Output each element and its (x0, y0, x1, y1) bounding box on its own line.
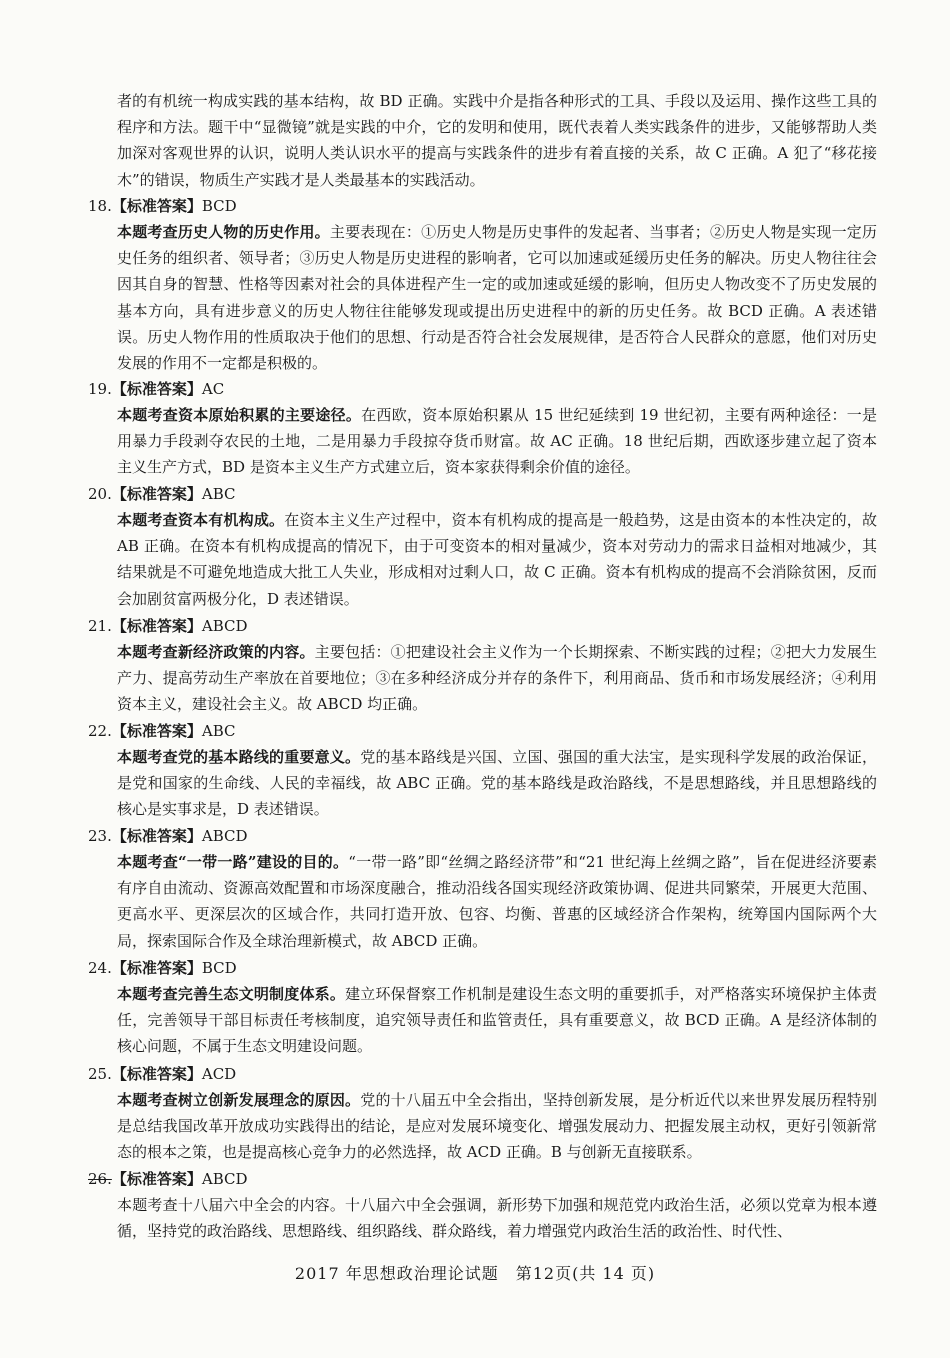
question-number: 24. (88, 959, 112, 977)
explanation-text: 建立环保督察工作机制是建设生态文明的重要抓手，对严格落实环境保护主体责任，完善领导干部目标责任考核制度，追究领导责任和监管责任，具有重要意义，故 BCD 正确。A 是经济体制的核心问题，不属于生态文明建设问题。 (117, 985, 877, 1056)
explanation-18 (117, 219, 877, 376)
topic-bold: 本题考查“一带一路”建设的目的。 (117, 853, 349, 871)
answer-label: 【标准答案】 (111, 617, 202, 635)
answer-header-24 (88, 955, 237, 981)
answer-value: ABC (201, 722, 236, 740)
topic-bold: 本题考查党的基本路线的重要意义。 (117, 748, 361, 766)
question-number: 20. (88, 485, 112, 503)
explanation-text: 在资本主义生产过程中，资本有机构成的提高是一般趋势，这是由资本的本性决定的，故 AB 正确。在资本有机构成提高的情况下，由于可变资本的相对量减少，资本对劳动力的需求日益相对地减少，其结果就是不可避免地造成大批工人失业，形成相对过剩人口，故 C 正确。资本有机构成的提高不会消除贫困，反而会加剧贫富两极分化，D 表述错误。 (117, 511, 877, 608)
answer-label: 【标准答案】 (111, 197, 202, 215)
explanation-text: 主要表现在：①历史人物是历史事件的发起者、当事者；②历史人物是实现一定历史任务的组织者、领导者；③历史人物是历史进程的影响者，它可以加速或延缓历史任务的解决。历史人物往往会因其自身的智慧、性格等因素对社会的具体进程产生一定的或加速或延缓的影响，但历史人物改变不了历史发展的基本方向，具有进步意义的历史人物往往能够发现或提出历史进程中的新的历史任务。故 BCD 正确。A 表述错误。历史人物作用的性质取决于他们的思想、行动是否符合社会发展规律，是否符合人民群众的意愿，他们对历史发展的作用不一定都是积极的。 (117, 223, 877, 373)
question-number: 25. (88, 1065, 112, 1083)
explanation-text: 主要包括：①把建设社会主义作为一个长期探索、不断实践的过程；②把大力发展生产力、提高劳动生产率放在首要地位；③在多种经济成分并存的条件下，利用商品、货币和市场发展经济；④利用资本主义，建设社会主义。故 ABCD 均正确。 (117, 643, 877, 714)
answer-value: ABC (201, 485, 236, 503)
question-number: 23. (88, 827, 112, 845)
answer-value: AC (201, 380, 225, 398)
explanation-25 (117, 1087, 877, 1166)
answer-value: ABCD (201, 1170, 248, 1188)
question-number: 22. (88, 722, 112, 740)
explanation-19 (117, 402, 877, 481)
answer-label: 【标准答案】 (111, 959, 202, 977)
answer-header-20 (88, 481, 236, 507)
intro-paragraph: 者的有机统一构成实践的基本结构，故 BD 正确。实践中介是指各种形式的工具、手段以及运用、操作这些工具的程序和方法。题干中“显微镜”就是实践的中介，它的发明和使用，既代表着人类实践条件的进步，又能够帮助人类加深对客观世界的认识，说明人类认识水平的提高与实践条件的进步有着直接的关系，故 C 正确。A 犯了“移花接木”的错误，物质生产实践才是人类最基本的实践活动。 (117, 92, 877, 189)
answer-value: ACD (201, 1065, 237, 1083)
answer-header-26 (88, 1166, 248, 1192)
answer-header-25 (88, 1061, 236, 1087)
explanation-20 (117, 507, 877, 612)
topic-bold: 本题考查树立创新发展理念的原因。 (117, 1091, 361, 1109)
explanation-text: 党的十八届五中全会指出，坚持创新发展，是分析近代以来世界发展历程特别是总结我国改革开放成功实践得出的结论，是应对发展环境变化、增强发展动力、把握发展主动权，更好引领新常态的根本之策，也是提高核心竞争力的必然选择，故 ACD 正确。B 与创新无直接联系。 (117, 1091, 877, 1162)
explanation-21 (117, 639, 877, 718)
answer-value: ABCD (201, 827, 248, 845)
explanation-24 (117, 981, 877, 1060)
answer-label: 【标准答案】 (111, 1065, 202, 1083)
answer-value: BCD (201, 197, 237, 215)
answer-label: 【标准答案】 (111, 1170, 202, 1188)
page-footer: 2017 年思想政治理论试题 第12页(共 14 页) (294, 1264, 656, 1283)
explanation-23 (117, 849, 877, 954)
answer-header-22 (88, 718, 236, 744)
answer-header-19 (88, 376, 224, 402)
topic-bold: 本题考查资本原始积累的主要途径。 (117, 406, 362, 424)
answer-header-23 (88, 823, 248, 849)
answer-value: BCD (201, 959, 237, 977)
explanation-22 (117, 744, 877, 823)
explanation-text: 本题考查十八届六中全会的内容。十八届六中全会强调，新形势下加强和规范党内政治生活，必须以党章为根本遵循，坚持党的政治路线、思想路线、组织路线、群众路线，着力增强党内政治生活的政治性、时代性、 (117, 1196, 877, 1241)
question-number: 19. (88, 380, 112, 398)
answer-value: ABCD (201, 617, 248, 635)
answer-label: 【标准答案】 (111, 722, 202, 740)
question-number: 21. (88, 617, 112, 635)
question-number: 26. (88, 1170, 112, 1188)
topic-bold: 本题考查新经济政策的内容。 (117, 643, 315, 661)
explanation-text: 党的基本路线是兴国、立国、强国的重大法宝，是实现科学发展的政治保证，是党和国家的生命线、人民的幸福线，故 ABC 正确。党的基本路线是政治路线，不是思想路线，并且思想路线的核心是实事求是，D 表述错误。 (117, 748, 877, 819)
answer-header-21 (88, 613, 248, 639)
explanation-26 (117, 1192, 877, 1244)
explanation-text: 在西欧，资本原始积累从 15 世纪延续到 19 世纪初，主要有两种途径：一是用暴力手段剥夺农民的土地，二是用暴力手段掠夺货币财富。故 AC 正确。18 世纪后期，西欧逐步建立起了资本主义生产方式，BD 是资本主义生产方式建立后，资本家获得剩余价值的途径。 (117, 406, 877, 477)
topic-bold: 本题考查资本有机构成。 (117, 511, 285, 529)
answer-header-18 (88, 193, 237, 219)
answer-label: 【标准答案】 (111, 485, 202, 503)
topic-bold: 本题考查完善生态文明制度体系。 (117, 985, 346, 1003)
answer-label: 【标准答案】 (111, 380, 202, 398)
explanation-text: “一带一路”即“丝绸之路经济带”和“21 世纪海上丝绸之路”，旨在促进经济要素有序自由流动、资源高效配置和市场深度融合，推动沿线各国实现经济政策协调、促进共同繁荣，开展更大范围、更高水平、更深层次的区域合作，共同打造开放、包容、均衡、普惠的区域经济合作架构，统筹国内国际两个大局，探索国际合作及全球治理新模式，故 ABCD 正确。 (117, 853, 877, 950)
question-number: 18. (88, 197, 112, 215)
answer-label: 【标准答案】 (111, 827, 202, 845)
topic-bold: 本题考查历史人物的历史作用。 (117, 223, 330, 241)
